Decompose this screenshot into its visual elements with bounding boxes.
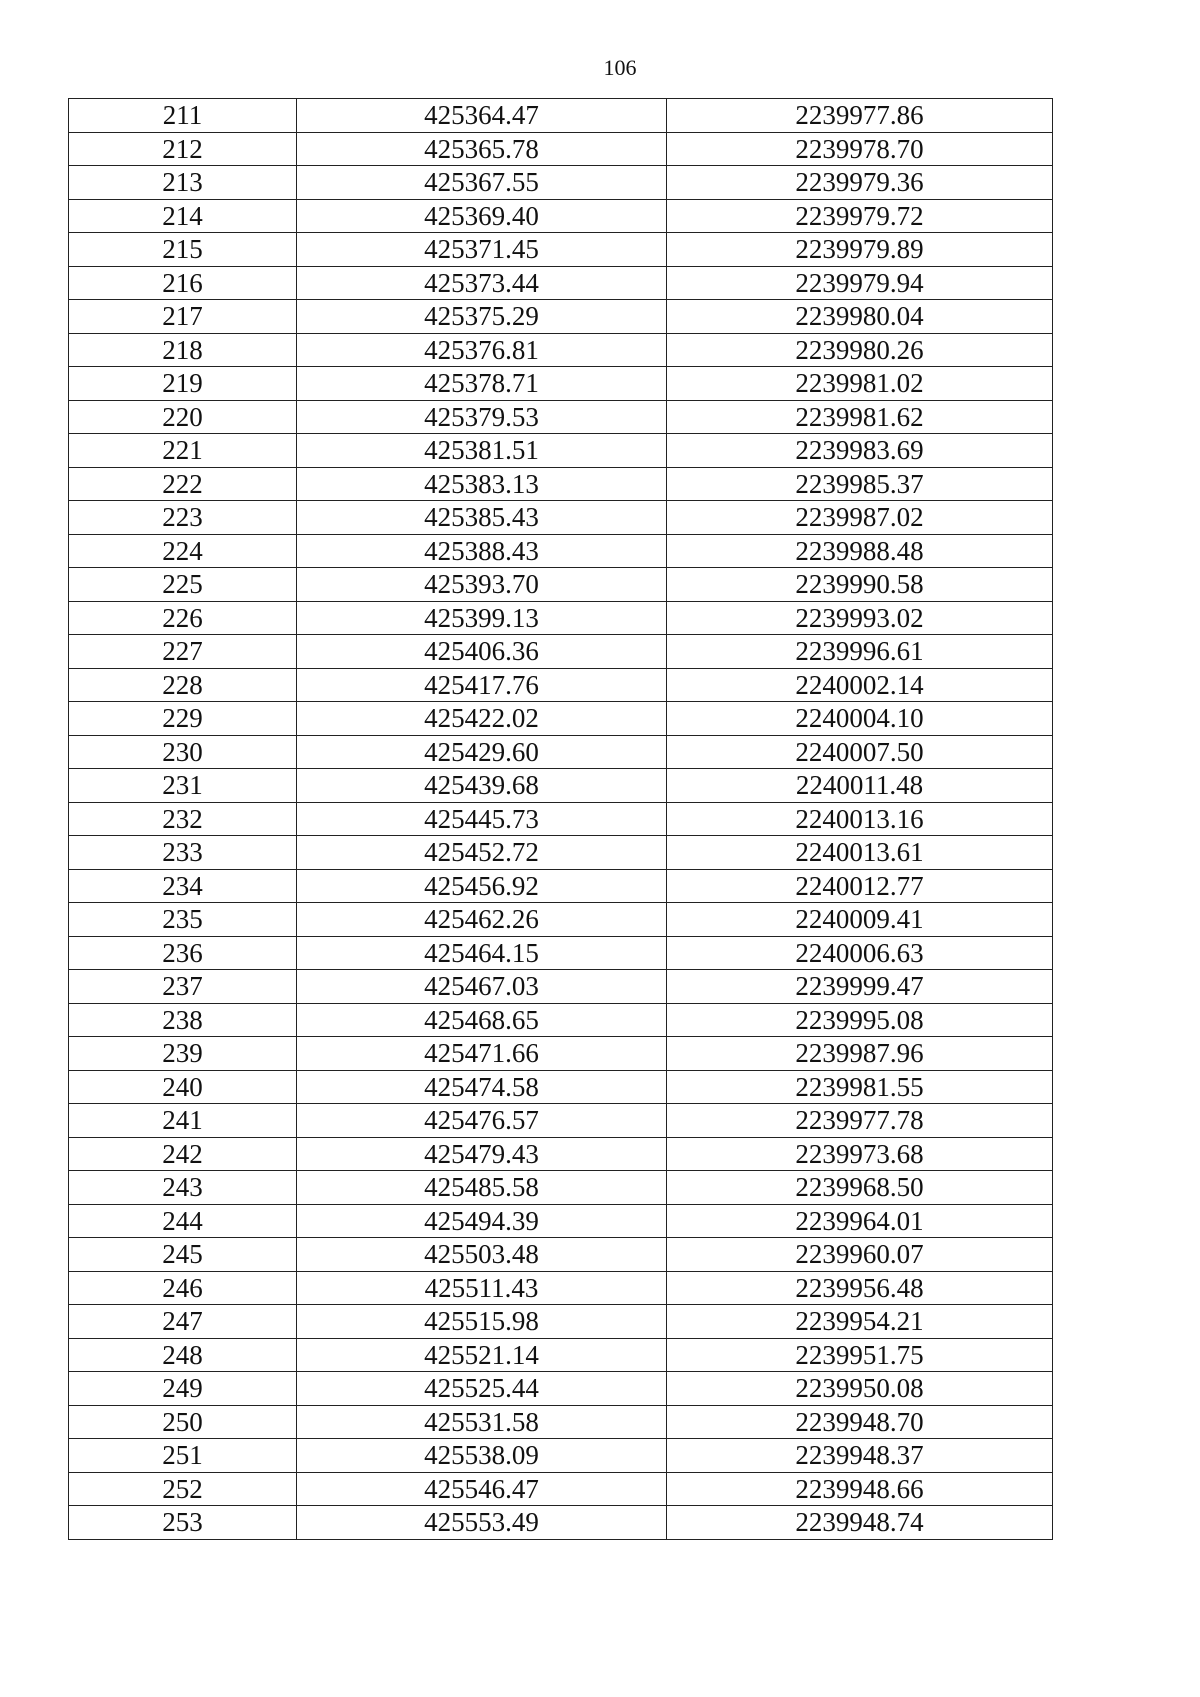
point-number-cell: 229: [69, 702, 297, 736]
table-row: [69, 99, 1053, 133]
table-row: [69, 1070, 1053, 1104]
x-coordinate-cell: 425538.09: [297, 1439, 667, 1473]
y-coordinate-cell: 2239979.36: [667, 166, 1053, 200]
table-row: [69, 199, 1053, 233]
point-number-cell: 221: [69, 434, 297, 468]
y-coordinate-cell: 2240011.48: [667, 769, 1053, 803]
x-coordinate-cell: 425503.48: [297, 1238, 667, 1272]
table-row: [69, 1439, 1053, 1473]
table-row: [69, 1271, 1053, 1305]
table-row: [69, 802, 1053, 836]
x-coordinate-cell: 425385.43: [297, 501, 667, 535]
point-number-cell: 232: [69, 802, 297, 836]
y-coordinate-cell: 2240007.50: [667, 735, 1053, 769]
x-coordinate-cell: 425485.58: [297, 1171, 667, 1205]
x-coordinate-cell: 425474.58: [297, 1070, 667, 1104]
point-number-cell: 215: [69, 233, 297, 267]
x-coordinate-cell: 425494.39: [297, 1204, 667, 1238]
x-coordinate-cell: 425515.98: [297, 1305, 667, 1339]
y-coordinate-cell: 2239988.48: [667, 534, 1053, 568]
y-coordinate-cell: 2239987.96: [667, 1037, 1053, 1071]
table-row: [69, 1238, 1053, 1272]
table-row: [69, 333, 1053, 367]
point-number-cell: 253: [69, 1506, 297, 1540]
y-coordinate-cell: 2239948.37: [667, 1439, 1053, 1473]
point-number-cell: 248: [69, 1338, 297, 1372]
table-row: [69, 1472, 1053, 1506]
y-coordinate-cell: 2239979.72: [667, 199, 1053, 233]
table-row: [69, 970, 1053, 1004]
point-number-cell: 223: [69, 501, 297, 535]
point-number-cell: 247: [69, 1305, 297, 1339]
y-coordinate-cell: 2239960.07: [667, 1238, 1053, 1272]
table-row: [69, 1037, 1053, 1071]
y-coordinate-cell: 2239993.02: [667, 601, 1053, 635]
y-coordinate-cell: 2239948.74: [667, 1506, 1053, 1540]
point-number-cell: 237: [69, 970, 297, 1004]
x-coordinate-cell: 425531.58: [297, 1405, 667, 1439]
table-row: [69, 233, 1053, 267]
table-row: [69, 903, 1053, 937]
table-row: [69, 1338, 1053, 1372]
point-number-cell: 231: [69, 769, 297, 803]
table-row: [69, 1104, 1053, 1138]
y-coordinate-cell: 2239980.04: [667, 300, 1053, 334]
x-coordinate-cell: 425422.02: [297, 702, 667, 736]
point-number-cell: 242: [69, 1137, 297, 1171]
y-coordinate-cell: 2239977.78: [667, 1104, 1053, 1138]
x-coordinate-cell: 425468.65: [297, 1003, 667, 1037]
table-row: [69, 434, 1053, 468]
point-number-cell: 246: [69, 1271, 297, 1305]
point-number-cell: 251: [69, 1439, 297, 1473]
table-row: [69, 1171, 1053, 1205]
table-row: [69, 166, 1053, 200]
point-number-cell: 211: [69, 99, 297, 133]
x-coordinate-cell: 425464.15: [297, 936, 667, 970]
x-coordinate-cell: 425546.47: [297, 1472, 667, 1506]
point-number-cell: 239: [69, 1037, 297, 1071]
x-coordinate-cell: 425511.43: [297, 1271, 667, 1305]
point-number-cell: 222: [69, 467, 297, 501]
x-coordinate-cell: 425393.70: [297, 568, 667, 602]
x-coordinate-cell: 425383.13: [297, 467, 667, 501]
point-number-cell: 216: [69, 266, 297, 300]
x-coordinate-cell: 425378.71: [297, 367, 667, 401]
y-coordinate-cell: 2239987.02: [667, 501, 1053, 535]
y-coordinate-cell: 2240006.63: [667, 936, 1053, 970]
y-coordinate-cell: 2239995.08: [667, 1003, 1053, 1037]
table-row: [69, 467, 1053, 501]
y-coordinate-cell: 2239980.26: [667, 333, 1053, 367]
x-coordinate-cell: 425367.55: [297, 166, 667, 200]
table-row: [69, 1405, 1053, 1439]
y-coordinate-cell: 2239978.70: [667, 132, 1053, 166]
x-coordinate-cell: 425479.43: [297, 1137, 667, 1171]
point-number-cell: 235: [69, 903, 297, 937]
y-coordinate-cell: 2240009.41: [667, 903, 1053, 937]
y-coordinate-cell: 2239950.08: [667, 1372, 1053, 1406]
y-coordinate-cell: 2239968.50: [667, 1171, 1053, 1205]
table-row: [69, 534, 1053, 568]
point-number-cell: 217: [69, 300, 297, 334]
table-row: [69, 1305, 1053, 1339]
x-coordinate-cell: 425525.44: [297, 1372, 667, 1406]
x-coordinate-cell: 425381.51: [297, 434, 667, 468]
coordinates-table-body: [69, 99, 1053, 1540]
y-coordinate-cell: 2239999.47: [667, 970, 1053, 1004]
table-row: [69, 1003, 1053, 1037]
point-number-cell: 240: [69, 1070, 297, 1104]
table-row: [69, 300, 1053, 334]
x-coordinate-cell: 425445.73: [297, 802, 667, 836]
y-coordinate-cell: 2239948.70: [667, 1405, 1053, 1439]
x-coordinate-cell: 425439.68: [297, 769, 667, 803]
y-coordinate-cell: 2239983.69: [667, 434, 1053, 468]
table-row: [69, 601, 1053, 635]
table-row: [69, 400, 1053, 434]
x-coordinate-cell: 425376.81: [297, 333, 667, 367]
point-number-cell: 245: [69, 1238, 297, 1272]
x-coordinate-cell: 425429.60: [297, 735, 667, 769]
table-row: [69, 1372, 1053, 1406]
point-number-cell: 249: [69, 1372, 297, 1406]
table-row: [69, 836, 1053, 870]
x-coordinate-cell: 425471.66: [297, 1037, 667, 1071]
table-row: [69, 668, 1053, 702]
point-number-cell: 244: [69, 1204, 297, 1238]
table-row: [69, 1137, 1053, 1171]
x-coordinate-cell: 425379.53: [297, 400, 667, 434]
x-coordinate-cell: 425373.44: [297, 266, 667, 300]
y-coordinate-cell: 2239951.75: [667, 1338, 1053, 1372]
point-number-cell: 236: [69, 936, 297, 970]
point-number-cell: 233: [69, 836, 297, 870]
y-coordinate-cell: 2239954.21: [667, 1305, 1053, 1339]
point-number-cell: 226: [69, 601, 297, 635]
point-number-cell: 241: [69, 1104, 297, 1138]
y-coordinate-cell: 2239964.01: [667, 1204, 1053, 1238]
page-number: 106: [603, 55, 637, 80]
x-coordinate-cell: 425467.03: [297, 970, 667, 1004]
y-coordinate-cell: 2239973.68: [667, 1137, 1053, 1171]
y-coordinate-cell: 2240013.61: [667, 836, 1053, 870]
x-coordinate-cell: 425476.57: [297, 1104, 667, 1138]
point-number-cell: 238: [69, 1003, 297, 1037]
point-number-cell: 227: [69, 635, 297, 669]
point-number-cell: 214: [69, 199, 297, 233]
table-row: [69, 769, 1053, 803]
x-coordinate-cell: 425371.45: [297, 233, 667, 267]
point-number-cell: 220: [69, 400, 297, 434]
x-coordinate-cell: 425452.72: [297, 836, 667, 870]
point-number-cell: 218: [69, 333, 297, 367]
y-coordinate-cell: 2239996.61: [667, 635, 1053, 669]
x-coordinate-cell: 425369.40: [297, 199, 667, 233]
point-number-cell: 243: [69, 1171, 297, 1205]
x-coordinate-cell: 425553.49: [297, 1506, 667, 1540]
x-coordinate-cell: 425417.76: [297, 668, 667, 702]
y-coordinate-cell: 2239977.86: [667, 99, 1053, 133]
x-coordinate-cell: 425364.47: [297, 99, 667, 133]
point-number-cell: 213: [69, 166, 297, 200]
table-row: [69, 936, 1053, 970]
y-coordinate-cell: 2240012.77: [667, 869, 1053, 903]
y-coordinate-cell: 2239981.62: [667, 400, 1053, 434]
table-row: [69, 735, 1053, 769]
table-row: [69, 635, 1053, 669]
table-row: [69, 702, 1053, 736]
y-coordinate-cell: 2239956.48: [667, 1271, 1053, 1305]
table-row: [69, 1506, 1053, 1540]
x-coordinate-cell: 425456.92: [297, 869, 667, 903]
y-coordinate-cell: 2239985.37: [667, 467, 1053, 501]
y-coordinate-cell: 2239948.66: [667, 1472, 1053, 1506]
point-number-cell: 225: [69, 568, 297, 602]
table-row: [69, 367, 1053, 401]
x-coordinate-cell: 425375.29: [297, 300, 667, 334]
point-number-cell: 228: [69, 668, 297, 702]
x-coordinate-cell: 425388.43: [297, 534, 667, 568]
x-coordinate-cell: 425462.26: [297, 903, 667, 937]
y-coordinate-cell: 2239981.02: [667, 367, 1053, 401]
x-coordinate-cell: 425406.36: [297, 635, 667, 669]
x-coordinate-cell: 425521.14: [297, 1338, 667, 1372]
y-coordinate-cell: 2239990.58: [667, 568, 1053, 602]
y-coordinate-cell: 2240002.14: [667, 668, 1053, 702]
point-number-cell: 219: [69, 367, 297, 401]
table-row: [69, 501, 1053, 535]
y-coordinate-cell: 2240013.16: [667, 802, 1053, 836]
point-number-cell: 212: [69, 132, 297, 166]
table-row: [69, 568, 1053, 602]
point-number-cell: 230: [69, 735, 297, 769]
x-coordinate-cell: 425399.13: [297, 601, 667, 635]
y-coordinate-cell: 2239981.55: [667, 1070, 1053, 1104]
y-coordinate-cell: 2240004.10: [667, 702, 1053, 736]
x-coordinate-cell: 425365.78: [297, 132, 667, 166]
y-coordinate-cell: 2239979.94: [667, 266, 1053, 300]
table-row: [69, 132, 1053, 166]
point-number-cell: 252: [69, 1472, 297, 1506]
table-row: [69, 1204, 1053, 1238]
coordinates-table: [68, 98, 1053, 1540]
table-row: [69, 869, 1053, 903]
table-row: [69, 266, 1053, 300]
point-number-cell: 224: [69, 534, 297, 568]
point-number-cell: 250: [69, 1405, 297, 1439]
point-number-cell: 234: [69, 869, 297, 903]
y-coordinate-cell: 2239979.89: [667, 233, 1053, 267]
